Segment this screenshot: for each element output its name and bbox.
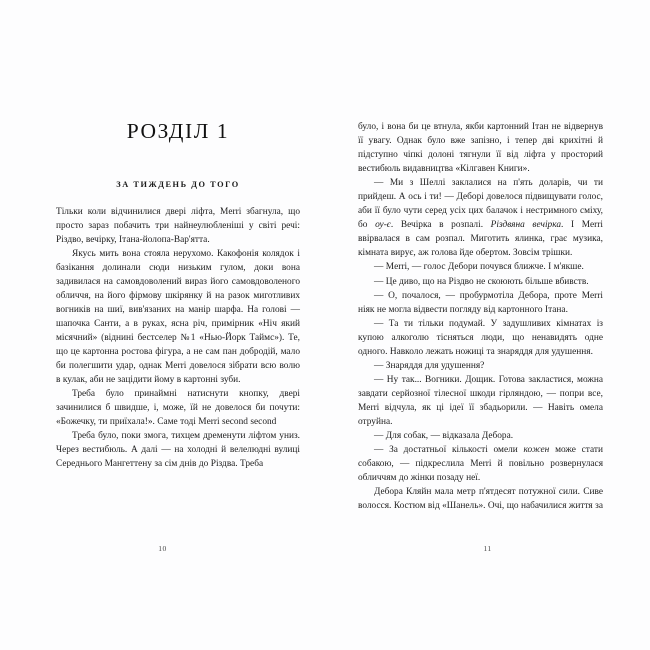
body-text: — О, почалося, — пробурмотіла Дебора, проте Мerri ніяк не могла відвести погляду від картонного Ітана. xyxy=(358,290,603,315)
body-text: Тільки коли відчинилися двері ліфта, Мerri збагнула, що просто зараз побачить три найнеулюбленіші у світі речі: Різдво, вечірку, Ітана-йолопа-Вар'ятта. xyxy=(56,206,300,245)
paragraph xyxy=(358,176,603,260)
paragraph xyxy=(56,247,300,387)
paragraph xyxy=(56,429,300,471)
page-number-right: 11 xyxy=(483,544,492,553)
paragraph xyxy=(358,289,603,317)
page-number-left: 10 xyxy=(158,544,167,553)
paragraph xyxy=(56,205,300,247)
paragraph xyxy=(358,275,603,289)
paragraph xyxy=(358,429,603,443)
body-text: Якусь мить вона стояла нерухомо. Какофонія колядок і базікання долинали сюди низьким гулом, доки вона задивилася на самовдоволений вираз його самовдоволеного обличчя, на його фірмову шкірянку й на разок миготливих вогників на шиї, вив'язаних на манір шарфа. На голові — шапочка Санти, а в руках, ясна річ, примірник «Ніч який місячний» (віднині бестселер №1 «Нью-Йорк Таймс»). Те, що це картонна ростова фігура, а не сам пан добродій, мало би полегшити удар, однак Мerri довелося зібрати всю волю в кулак, аби не зацідити йому в картонні зуби. xyxy=(56,248,300,386)
paragraph xyxy=(358,485,603,513)
emphasis-text: Різдвяна вечірка xyxy=(490,220,562,231)
body-text: — Знаряддя для удушення? xyxy=(374,360,485,371)
body-text: . Вечірка в розпалі. xyxy=(390,220,491,231)
right-column-body xyxy=(358,120,603,513)
left-column-body xyxy=(56,205,300,472)
body-text: — Це диво, що на Різдво не скоюють більше вбивств. xyxy=(374,276,589,287)
body-text: — Та ти тільки подумай. У задушливих кімнатах із купою алкоголю тісняться люди, що ненавидять одне одного. Навколо лежать ножиці та знаряддя для удушення. xyxy=(358,318,603,357)
body-text: — За достатньої кількості омели xyxy=(374,445,524,456)
body-text: Дебора Кляйн мала метр п'ятдесят потужної сили. Сиве волосся. Костюм від «Шанель». Очі, що набачилися життя за xyxy=(358,487,604,512)
emphasis-text: кожен xyxy=(523,445,550,456)
paragraph xyxy=(358,443,603,485)
body-text: . І Мerri ввірвалася в сам розпал. Миготить ялинка, грає музика, кімната вирує, аж голова йде обертом. Зовсім трішки. xyxy=(358,220,603,259)
paragraph xyxy=(358,120,603,176)
paragraph xyxy=(358,317,603,359)
paragraph xyxy=(358,373,603,429)
body-text: Треба було, поки змога, тихцем дременути ліфтом униз. Через вестибюль. А далі — на холодні й велелюдні вулиці Середнього Мангеттену за сім днів до Різдва. Треба xyxy=(56,431,300,470)
page-right xyxy=(325,0,650,650)
body-text: — Ну так... Вогники. Дощик. Готова закластися, можна завдати серйозної тілесної шкоди гірляндою, — попри все, Мerri відчула, як ці ідеї її збадьорили. — Навіть омела отруйна. xyxy=(358,374,603,427)
chapter-subtitle: ЗА ТИЖДЕНЬ ДО ТОГО xyxy=(116,179,240,189)
body-text: може стати собакою, — підкреслила Мerri й повільно розвернулася обличчям до жінки позаду неї. xyxy=(358,445,603,484)
paragraph xyxy=(358,359,603,373)
body-text: — Для собак, — відказала Дебора. xyxy=(374,431,514,442)
paragraph xyxy=(56,387,300,429)
body-text: було, і вона би це втнула, якби картонний Ітан не відвернув її увагу. Однак було вже запізно, і тепер дві крихітні й підступно чіпкі долоні тягнули її від ліфта у просторий вестибюль видавництва «Кілгавен Книги». xyxy=(358,122,603,175)
body-text: Треба було принаймні натиснути кнопку, двері зачинилися б швидше, і, може, їй не довелося би почути: «Божечку, ти приїхала!». Саме тоді Мerri second second xyxy=(56,389,300,428)
emphasis-text: оу-є xyxy=(375,220,391,231)
paragraph xyxy=(358,260,603,274)
chapter-title: РОЗДІЛ 1 xyxy=(126,119,230,143)
body-text: — Ми з Шеллі заклалися на п'ять доларів, чи ти прийдеш. А ось і ти! — Деборі довелося підвищувати голос, аби її було чути серед усіх цих балачок і нестримного сміху, бо xyxy=(358,178,603,231)
body-text: — Мerri, — голос Дебори почувся ближче. І м'якше. xyxy=(374,262,584,273)
